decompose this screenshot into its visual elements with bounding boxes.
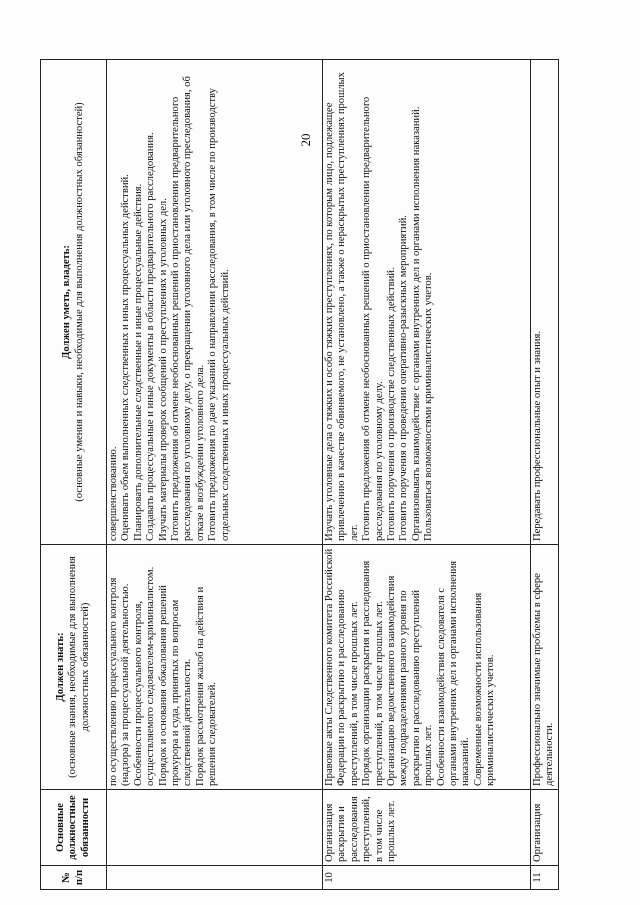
know-item: Особенности процессуального контроля, осуществляемого следователем-криминалистом. bbox=[132, 566, 157, 786]
table-row bbox=[107, 60, 323, 890]
header-know-title: Должен знать: bbox=[54, 632, 66, 702]
header-num: № п/п bbox=[41, 866, 107, 890]
skill-item: Организовывать взаимодействие с органами внутренних дел и органами исполнения наказаний. bbox=[410, 106, 422, 541]
header-skill bbox=[41, 60, 107, 545]
row-duty: Организация раскрытия и расследования преступлений, в том числе прошлых лет. bbox=[323, 790, 531, 866]
skill-item: Пользоваться возможностями криминалистических учетов. bbox=[423, 272, 435, 541]
row-num: 11 bbox=[531, 866, 559, 890]
skill-item: Готовить предложения об отмене необоснованных решений о приостановлении предварительного расследования по уголовному делу, о прекращении уголовного дела или уголовного преследования, об отказе в возбуждении уголовного дела. bbox=[170, 76, 206, 541]
header-skill-title: Должен уметь, владеть: bbox=[61, 245, 73, 359]
know-item: Современные возможности использования криминалистических учетов. bbox=[472, 592, 497, 786]
row-duty bbox=[107, 790, 323, 866]
skill-item: Готовить предложения об отмене необоснованных решений о приостановлении предварительного расследования по уголовному делу. bbox=[361, 96, 385, 541]
competency-table bbox=[40, 59, 559, 890]
row-know bbox=[107, 545, 323, 790]
skill-item: Создавать процессуальные и иные документы в области предварительного расследования. bbox=[145, 132, 157, 541]
know-item: Особенности взаимодействия следователя с органами внутренних дел и органами исполнения наказаний. bbox=[435, 560, 472, 786]
skill-item: Готовить поручения о производстве следственных действий. bbox=[386, 267, 398, 541]
know-item: Правовые акты Следственного комитета Российской Федерации по раскрытию и расследованию преступлений, в том числе прошлых лет. bbox=[324, 548, 360, 786]
skill-item: Готовить поручения о проведении оперативно-разыскных мероприятий. bbox=[398, 215, 410, 541]
row-num bbox=[107, 866, 323, 890]
row-num: 10 bbox=[323, 866, 531, 890]
table-row bbox=[323, 60, 531, 890]
row-duty: Организация bbox=[531, 790, 559, 866]
know-item: по осуществлению процессуального контроля (надзора) за процессуальной деятельностью. bbox=[108, 577, 132, 786]
skill-item: Передавать профессиональные опыт и знания. bbox=[532, 331, 543, 541]
skill-item: Оценивать объем выполненных следственных и иных процессуальных действий. bbox=[120, 174, 132, 541]
know-item: Порядок и основания обжалования решений прокурора и суда, принятых по вопросам следственной деятельности. bbox=[157, 585, 194, 786]
table-row bbox=[531, 60, 559, 890]
skill-item: Изучать материалы проверок сообщений о преступлениях и уголовных дел. bbox=[157, 198, 169, 541]
skill-item: совершенствованию. bbox=[108, 446, 119, 541]
skill-item: Планировать дополнительные следственные и иные процессуальные действия. bbox=[132, 183, 144, 541]
header-know bbox=[41, 545, 107, 790]
rotated-table-container bbox=[40, 60, 574, 890]
row-skill bbox=[531, 60, 559, 545]
skill-item: Готовить предложения по даче указаний о направлении расследования, в том числе по производству отдельных следственных и иных процессуальных действий. bbox=[207, 88, 231, 541]
know-item: Порядок рассмотрения жалоб на действия и решения следователей. bbox=[194, 586, 219, 786]
table-header-row bbox=[41, 60, 107, 890]
row-know bbox=[531, 545, 559, 790]
row-skill bbox=[323, 60, 531, 545]
know-item: Организацию ведомственного взаимодействия между подразделениями разного уровня по раскрытию и расследованию преступлений прошлых лет. bbox=[386, 575, 435, 786]
header-know-subtitle: (основные знания, необходимые для выполнения должностных обязанностей) bbox=[67, 556, 91, 778]
header-duty: Основные должностные обязанности bbox=[41, 790, 107, 866]
know-item: Порядок организации раскрытия и расследования преступлений, в том числе прошлых лет. bbox=[361, 560, 385, 786]
row-know bbox=[323, 545, 531, 790]
page-number: 20 bbox=[298, 133, 313, 147]
skill-item: Изучать уголовные дела о тяжких и особо тяжких преступлениях, по которым лицо, подлежащее привлечению в качестве обвиняемого, не установлено, а также о нераскрытых преступлениях прошлых лет. bbox=[324, 72, 360, 541]
row-skill bbox=[107, 60, 323, 545]
know-item: Профессионально значимые проблемы в сфере деятельности. bbox=[532, 573, 556, 786]
header-skill-subtitle: (основные умения и навыки, необходимые для выполнения должностных обязанностей) bbox=[73, 102, 85, 502]
